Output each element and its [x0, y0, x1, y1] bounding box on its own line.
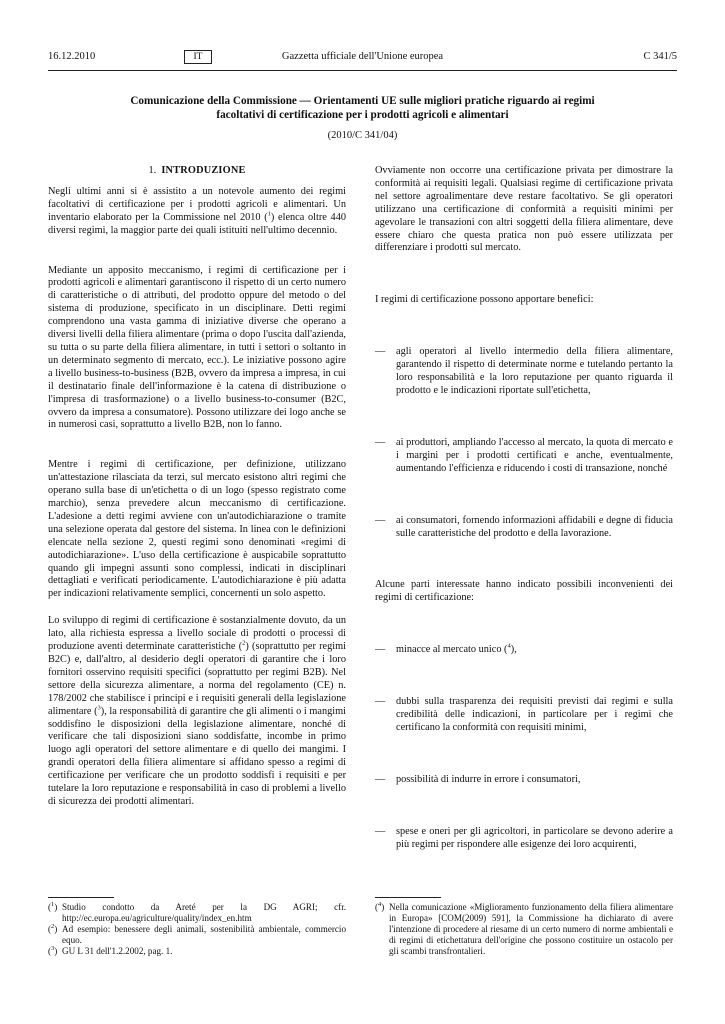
page-number: C 341/5 [643, 51, 677, 62]
right-column [375, 165, 673, 852]
language-badge: IT [184, 50, 212, 64]
drawback-item: — minacce al mercato unico ($^4$), [375, 642, 517, 656]
dash-bullet: — [375, 514, 386, 526]
dash-bullet: — [375, 825, 386, 837]
title-line-2: facoltativi di certificazione per i prodotti agricoli e alimentari [216, 109, 509, 121]
footnote-ref-3[interactable]: 3 [97, 704, 101, 712]
header-divider [48, 70, 677, 71]
dash-bullet: — [375, 644, 386, 656]
left-column [48, 165, 346, 809]
page-header [48, 48, 677, 68]
section-title: INTRODUZIONE [161, 165, 246, 176]
benefit-item: — agli operatori al livello intermedio della filiera alimentare, garantendo il rispetto di determinate norme e tutelando pertanto la loro responsabilità e la loro reputazione per quanto riguarda il prodotto e le indicazioni riportate sull'etichetta, [375, 346, 673, 396]
dash-bullet: — [375, 696, 386, 708]
drawback-item: — spese e oneri per gli agricoltori, in particolare se devono aderire a più regimi per rispondere alle esigenze dei loro acquirenti, [375, 825, 673, 850]
paragraph-intro-2: Mediante un apposito meccanismo, i regimi di certificazione per i prodotti agricoli e alimentari garantiscono il rispetto di un certo numero di caratteristiche o di attributi, del prodotto oppure del metodo o del sistema di produzione, specificato in un disciplinare. Detti regimi comprendono una vasta gamma di iniziative diverse che operano a diversi livelli della filiera alimentare (prima o dopo l'uscita dall'azienda, su tutta o su parte della filiera alimentare, in tutti i settori o soltanto in un determinato segmento di mercato, ecc.). Le iniziative possono agire a livello business-to-business (B2B, ovvero da impresa a impresa, in cui il destinatario finale dell'informazione è la catena di distribuzione o l'impresa di trasformazione) o a livello business-to-consumer (B2C, ovvero da impresa a consumatore). Possono utilizzare dei logo anche se in numerosi casi, soprattutto a livello B2B, non lo fanno. [48, 264, 346, 431]
footnotes-right [375, 902, 673, 957]
footnote: ($^3$) GU L 31 dell'1.2.2002, pag. 1. [48, 944, 173, 956]
dash-bullet: — [375, 436, 386, 448]
dash-bullet: — [375, 773, 386, 785]
paragraph-intro-4: Lo sviluppo di regimi di certificazione è sostanzialmente dovuto, da un lato, alla richiesta espressa a livello sociale di prodotti o processi di produzione aventi determinate caratteristiche ($^2$) (soprattutto per regimi B2C) e, dall'altro, al desiderio degli operatori di garantire che i loro fornitori osservino requisiti specifici (soprattutto per regimi B2B). Nel settore della sicurezza alimentare, a norma del regolamento (CE) n. 178/2002 che stabilisce i principi e i requisiti generali della legislazione alimentare ($^3$), la responsabilità di garantire che gli alimenti o i mangimi soddisfino le disposizioni della legislazione alimentare, nonché di verificare che tali disposizioni siano soddisfatte, incombe in primo luogo agli operatori del settore alimentare e di quello dei mangimi. I grandi operatori della filiera alimentare si affidano spesso a regimi di certificazione per verificare che un prodotto soddisfi i requisiti e per tutelare la loro reputazione e responsabilità in caso di problemi a livello di sicurezza dei prodotti alimentari. [48, 615, 347, 807]
paragraph-intro-3: Mentre i regimi di certificazione, per definizione, utilizzano un'attestazione rilasciata da terzi, sul mercato esistono altri regimi che operano sulla base di un'etichetta o di un logo (spesso registrato come marchio), senza prevedere alcun meccanismo di certificazione. L'adesione a detti regimi avviene con un'autodichiarazione o tramite una selezione operata dal gestore del sistema. In linea con le definizioni elencate nella sezione 2, questi regimi sono denominati «regimi di autodichiarazione». L'uso della certificazione è auspicabile soprattutto quando gli impegni assunti sono complessi, indicati in disciplinari dettagliati e verificati periodicamente. L'autodichiarazione è più adatta per indicazioni relativamente semplici, concernenti un solo aspetto. [48, 459, 346, 600]
footnote-divider-left [48, 897, 114, 898]
drawback-item: — dubbi sulla trasparenza dei requisiti previsti dai regimi e sulla credibilità delle indicazioni, in particolare per i regimi che certificano la conformità con requisiti minimi, [375, 696, 673, 733]
drawback-item: — possibilità di indurre in errore i consumatori, [375, 773, 581, 785]
dash-bullet: — [375, 346, 386, 358]
benefit-item: — ai produttori, ampliando l'accesso al mercato, la quota di mercato e i margini per i prodotti certificati e anche, eventualmente, aumentando l'efficienza e riducendo i costi di transazione, nonché [375, 436, 673, 474]
footnote: ($^4$) Nella comunicazione «Miglioramento funzionamento della filiera alimentare in Europa» [COM(2009) 591], la Commissione ha dichiarato di avere l'intenzione di procedere al riesame di un certo numero di norme ambientali e di regimi di etichettatura dell'origine che possono costituire un ostacolo per gli scambi transfrontalieri. [375, 900, 673, 956]
footnote-ref-2[interactable]: 2 [242, 639, 246, 647]
paragraph-intro-1: Negli ultimi anni si è assistito a un notevole aumento dei regimi facoltativi di certificazione per i prodotti agricoli e alimentari. Un inventario elaborato per la Commissione nel 2010 ($^1$) elenca oltre 440 diversi regimi, la maggior parte dei quali istituiti nell'ultimo decennio. [48, 185, 346, 236]
section-number: 1. [148, 165, 157, 176]
journal-title: Gazzetta ufficiale dell'Unione europea [281, 51, 444, 62]
title-line-1: Comunicazione della Commissione — Orientamenti UE sulle migliori pratiche riguardo ai regimi [130, 95, 595, 107]
footnotes-left [48, 902, 346, 957]
footnote-ref-1[interactable]: 1 [267, 210, 271, 218]
paragraph-drawbacks-intro: Alcune parti interessate hanno indicato possibili inconvenienti dei regimi di certificazione: [375, 579, 673, 604]
paragraph-right-1: Ovviamente non occorre una certificazione privata per dimostrare la conformità ai requisiti legali. Qualsiasi regime di certificazione privata nel settore agroalimentare deve restare facoltativo. Se gli operatori utilizzano una certificazione di conformità a requisiti minimi per agevolare le transazioni con altri soggetti della filiera alimentare, deve essere chiaro che questa pratica non può essere utilizzata per differenziare i prodotti sul mercato. [375, 165, 673, 254]
footnote: ($^2$) Ad esempio: benessere degli animali, sostenibilità ambientale, commercio equo. [48, 922, 346, 945]
document-title [90, 94, 635, 122]
footnote-divider-right [375, 897, 441, 898]
paragraph-benefits-intro: I regimi di certificazione possono apportare benefici: [375, 294, 594, 306]
document-reference: (2010/C 341/04) [327, 130, 398, 141]
footnote-ref-4[interactable]: 4 [507, 642, 511, 650]
publication-date: 16.12.2010 [48, 51, 96, 62]
footnote: ($^1$) Studio condotto da Areté per la DG AGRI; cfr. http://ec.europa.eu/agriculture/quality/index_en.htm [48, 900, 346, 923]
section-heading [48, 165, 346, 178]
benefit-item: — ai consumatori, fornendo informazioni affidabili e degne di fiducia sulle caratteristiche del prodotto e della lavorazione. [375, 514, 673, 539]
